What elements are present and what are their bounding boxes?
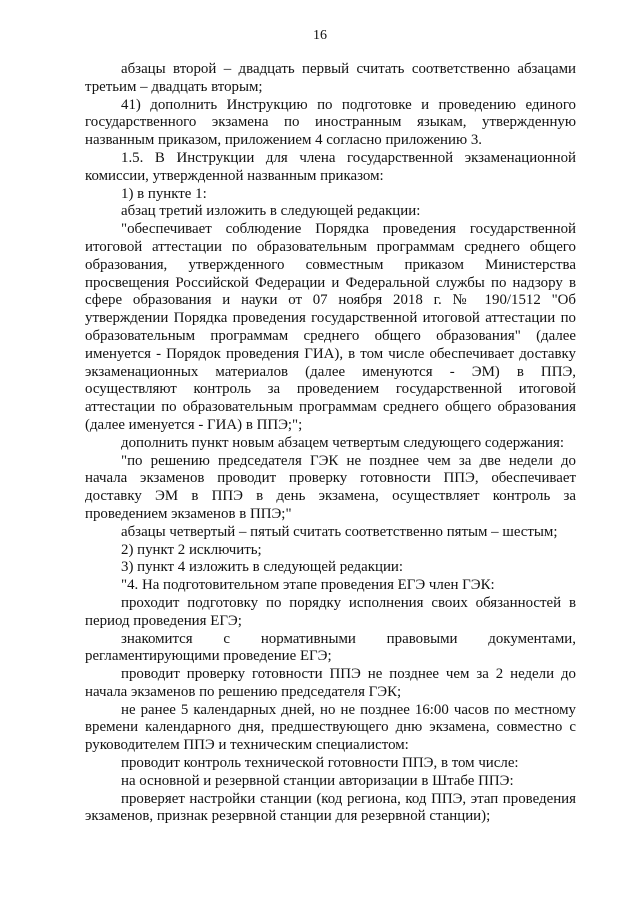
paragraph: "обеспечивает соблюдение Порядка проведения государственной итоговой аттестации по образовательным программам среднего общего образования, утвержденного совместным приказом Министерства просвещения Российской Федерации и Федеральной службы по надзору в сфере образования и науки от 07 ноября 2018 г. № 190/1512 "Об утверждении Порядка проведения государственной итоговой аттестации по образовательным программам среднего общего образования" (далее именуется - Порядок проведения ГИА), в том числе обеспечивает доставку экзаменационных материалов (далее именуются - ЭМ) в ППЭ, осуществляют контроль за проведением государственной итоговой аттестации по образовательным программам среднего общего образования (далее именуется - ГИА) в ППЭ;"; [85,221,576,433]
paragraph: 41) дополнить Инструкцию по подготовке и проведению единого государственного экзамена по иностранным языкам, утвержденную названным приказом, приложением 4 согласно приложению 3. [85,96,576,149]
paragraph: не ранее 5 календарных дней, но не позднее 16:00 часов по местному времени календарного дня, предшествующего дню экзамена, совместно с руководителем ППЭ и техническим специалистом: [85,701,576,754]
paragraph: проверяет настройки станции (код региона, код ППЭ, этап проведения экзаменов, признак резервной станции для резервной станции); [85,790,576,825]
paragraph: 1.5. В Инструкции для члена государственной экзаменационной комиссии, утвержденной названным приказом: [85,149,576,184]
paragraph: "по решению председателя ГЭК не позднее чем за две недели до начала экзаменов проводит проверку готовности ППЭ, обеспечивает доставку ЭМ в ППЭ в день экзамена, осуществляет контроль за проведением экзаменов в ППЭ;" [85,452,576,522]
paragraph: 3) пункт 4 изложить в следующей редакции: [121,559,404,576]
paragraph: 2) пункт 2 исключить; [121,541,262,558]
page-number: 16 [313,28,327,43]
paragraph: проходит подготовку по порядку исполнения своих обязанностей в период проведения ЕГЭ; [85,594,576,629]
paragraph: знакомится с нормативными правовыми документами, регламентирующими проведение ЕГЭ; [85,630,576,665]
paragraph: дополнить пункт новым абзацем четвертым следующего содержания: [121,434,564,451]
document-body [85,61,576,826]
paragraph: "4. На подготовительном этапе проведения ЕГЭ член ГЭК: [121,577,495,594]
paragraph: проводит контроль технической готовности ППЭ, в том числе: [121,755,519,772]
paragraph: абзац третий изложить в следующей редакции: [121,203,421,220]
paragraph: проводит проверку готовности ППЭ не позднее чем за 2 недели до начала экзаменов по решению председателя ГЭК; [85,666,576,700]
paragraph: абзацы четвертый – пятый считать соответственно пятым – шестым; [121,523,558,540]
paragraph: на основной и резервной станции авторизации в Штабе ППЭ: [121,772,514,789]
paragraph: 1) в пункте 1: [121,185,207,202]
paragraph: абзацы второй – двадцать первый считать соответственно абзацами третьим – двадцать вторым; [85,61,576,95]
